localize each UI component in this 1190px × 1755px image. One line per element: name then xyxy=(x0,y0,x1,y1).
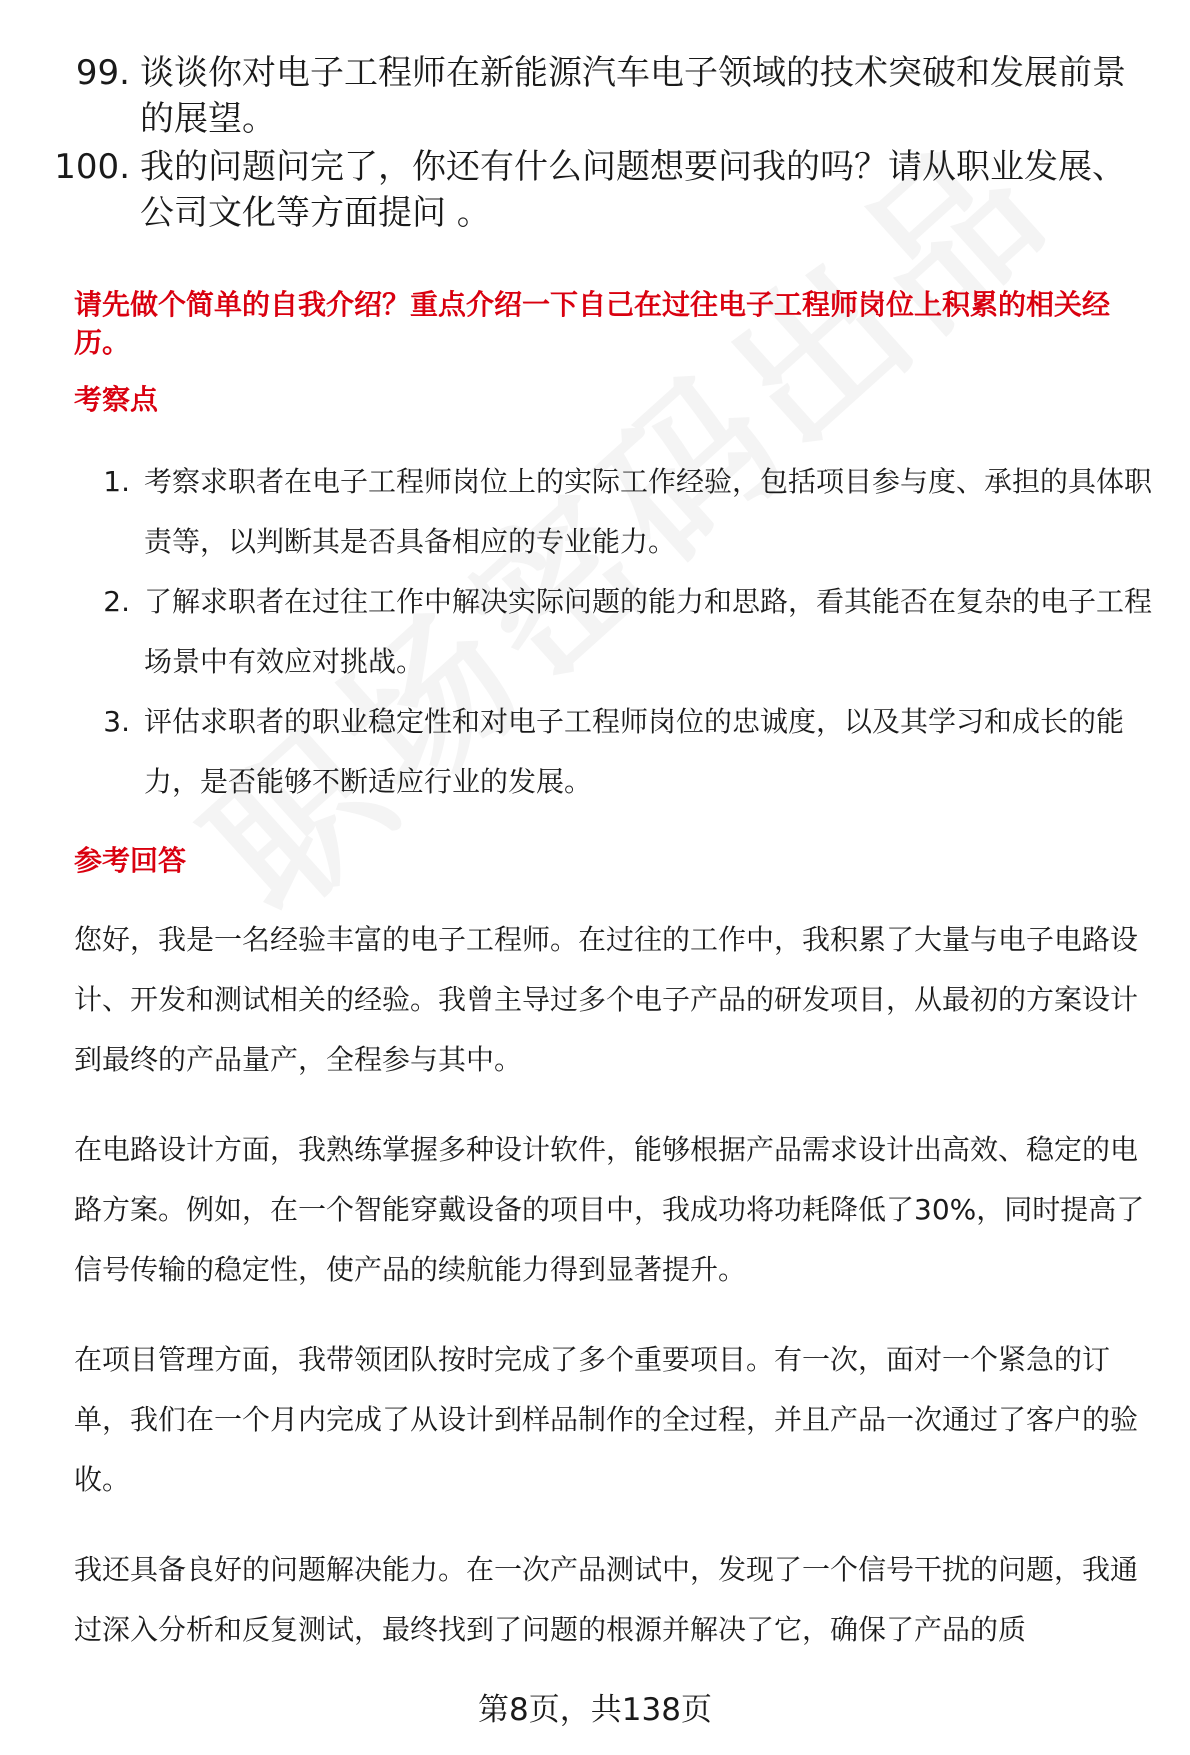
question-number: 100. xyxy=(54,147,130,187)
point-number: 3. xyxy=(103,705,130,738)
focus-point xyxy=(74,572,1160,692)
question-99 xyxy=(38,50,1148,142)
answer-paragraph: 我还具备良好的问题解决能力。在一次产品测试中，发现了一个信号干扰的问题，我通过深入分析和反复测试，最终找到了问题的根源并解决了它，确保了产品的质 xyxy=(74,1553,1139,1646)
question-100 xyxy=(38,144,1148,236)
featured-question-title: 请先做个简单的自我介绍？重点介绍一下自己在过往电子工程师岗位上积累的相关经历。 xyxy=(74,288,1111,359)
point-text: 了解求职者在过往工作中解决实际问题的能力和思路，看其能否在复杂的电子工程场景中有效应对挑战。 xyxy=(144,585,1153,678)
answer-heading: 参考回答 xyxy=(74,844,187,877)
focus-point xyxy=(74,692,1160,812)
page-number-footer: 第8页，共138页 xyxy=(478,1692,712,1728)
question-text: 谈谈你对电子工程师在新能源汽车电子领域的技术突破和发展前景的展望。 xyxy=(140,53,1126,139)
point-text: 评估求职者的职业稳定性和对电子工程师岗位的忠诚度，以及其学习和成长的能力，是否能够不断适应行业的发展。 xyxy=(144,705,1125,798)
point-text: 考察求职者在电子工程师岗位上的实际工作经验，包括项目参与度、承担的具体职责等，以判断其是否具备相应的专业能力。 xyxy=(144,465,1153,558)
point-number: 2. xyxy=(103,585,130,618)
focus-points-list xyxy=(74,452,1160,812)
answer-paragraph: 在电路设计方面，我熟练掌握多种设计软件，能够根据产品需求设计出高效、稳定的电路方案。例如，在一个智能穿戴设备的项目中，我成功将功耗降低了30%，同时提高了信号传输的稳定性，使产品的续航能力得到显著提升。 xyxy=(74,1133,1145,1286)
question-number: 99. xyxy=(75,53,130,93)
question-text: 我的问题问完了，你还有什么问题想要问我的吗？请从职业发展、公司文化等方面提问 。 xyxy=(140,147,1126,233)
point-number: 1. xyxy=(103,465,130,498)
focus-heading: 考察点 xyxy=(74,383,159,416)
answer-paragraph: 您好，我是一名经验丰富的电子工程师。在过往的工作中，我积累了大量与电子电路设计、开发和测试相关的经验。我曾主导过多个电子产品的研发项目，从最初的方案设计到最终的产品量产，全程参与其中。 xyxy=(74,923,1139,1076)
focus-point xyxy=(74,452,1160,572)
answer-paragraph: 在项目管理方面，我带领团队按时完成了多个重要项目。有一次，面对一个紧急的订单，我们在一个月内完成了从设计到样品制作的全过程，并且产品一次通过了客户的验收。 xyxy=(74,1343,1139,1496)
